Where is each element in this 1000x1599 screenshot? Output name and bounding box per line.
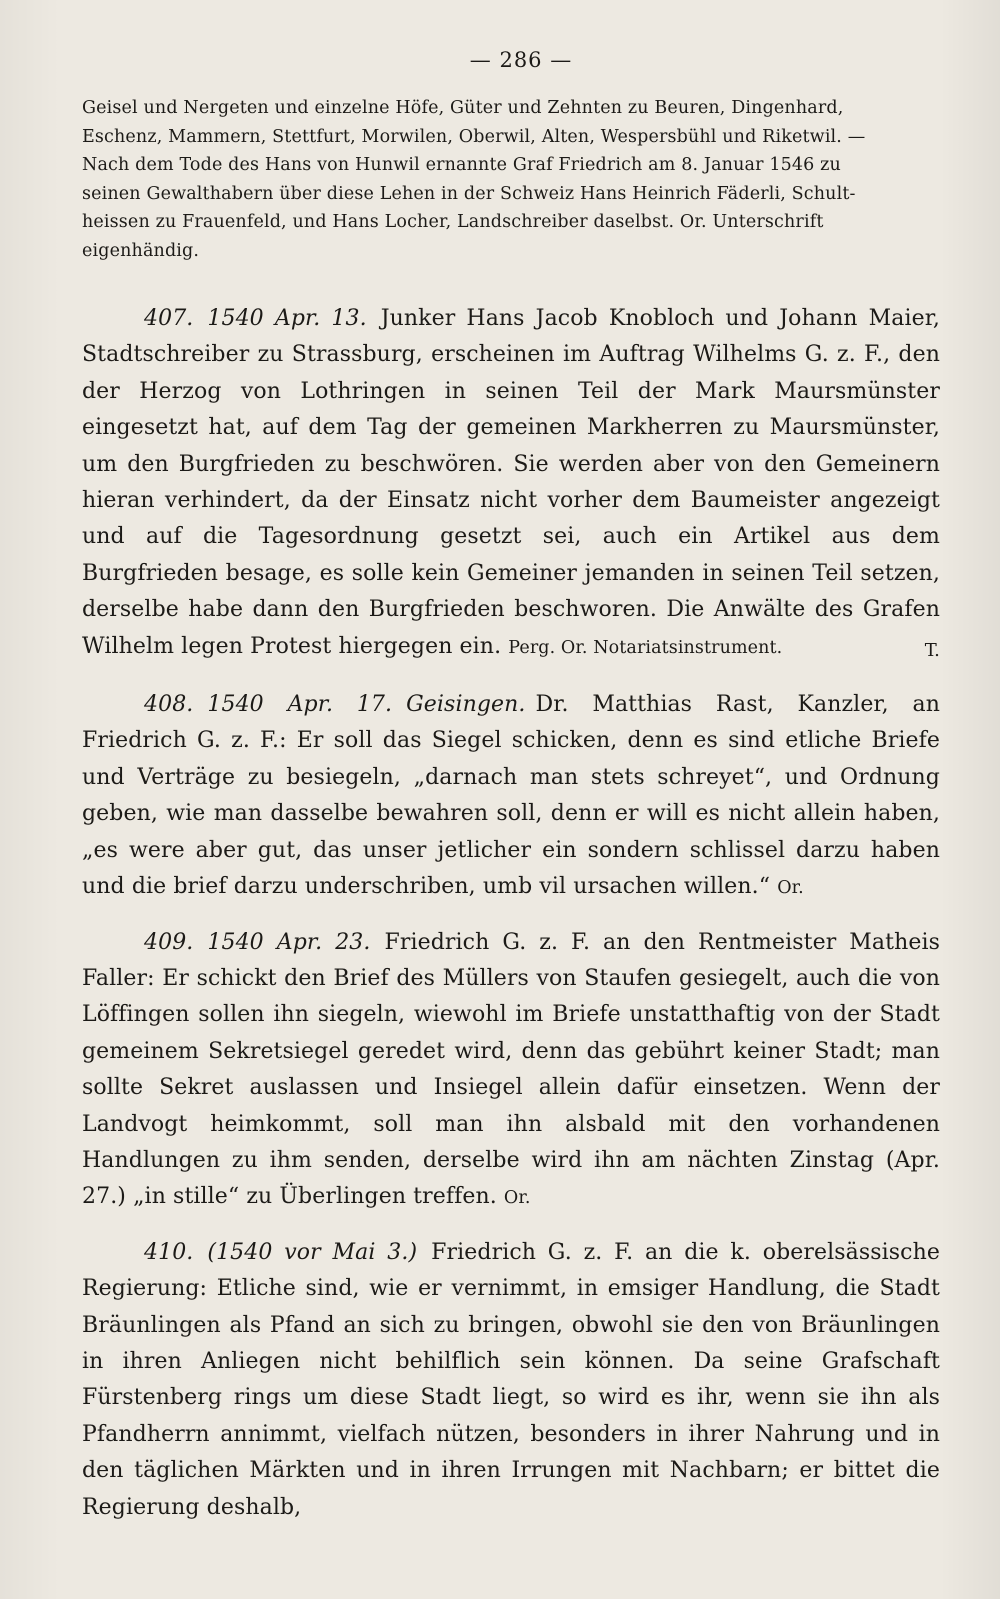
entry-head [82,692,536,717]
entry-body: Friedrich G. z. F. an den Rentmeister Matheis Faller: Er schickt den Brief des Müllers von Staufen gesiegelt, auch die von Löffingen sollen ihn siegeln, wiewohl im Briefe unstatthaftig von der Stadt gemeinem Sekretsiegel geredet wird, denn das gebührt keiner Stadt; man sollte Sekret auslassen und Insiegel allein dafür einsetzen. Wenn der Landvogt heimkommt, soll man ihn alsbald mit den vorhandenen Handlungen zu ihm senden, derselbe wird ihn am nächten Zinstag (Apr. 27.) „in stille“ zu Überlingen treffen. [82,929,940,1210]
entry-date: 1540 Apr. 17. [207,692,393,718]
entry-408 [82,687,940,906]
entry-number: 410. [144,1239,194,1265]
entry-head [82,930,384,955]
entry-409 [82,925,940,1217]
intro-line: seinen Gewalthabern über diese Lehen in der Schweiz Hans Heinrich Fäderli, Schult- [82,183,856,204]
entry-410 [82,1235,940,1526]
entry-number: 409. [144,929,194,955]
intro-line: Nach dem Tode des Hans von Hunwil ernannte Graf Friedrich am 8. Januar 1546 zu [82,155,841,175]
intro-line: eigenhändig. [82,240,200,261]
entry-source: Perg. Or. Notariatsinstrument. [508,637,783,658]
entry-body: Friedrich G. z. F. an die k. oberelsässische Regierung: Etliche sind, wie er vernimmt, in emsiger Handlung, die Stadt Bräunlingen als Pfand an sich zu bringen, obwohl sie den von Bräunlingen in ihren Anliegen nicht behilflich sein können. Da seine Grafschaft Fürstenberg rings um diese Stadt liegt, so wird es ihr, wenn sie ihn als Pfandherrn annimmt, vielfach nützen, besonders in ihrer Nahrung und in den täglichen Märkten und in ihren Irrungen mit Nachbarn; er bittet die Regierung deshalb, [82,1239,940,1520]
entry-number: 407. [144,306,194,331]
entry-head [82,306,381,331]
entry-body: Junker Hans Jacob Knobloch und Johann Maier, Stadtschreiber zu Strassburg, erscheinen im Auftrag Wilhelms G. z. F., den der Herzog von Lothringen in seinen Teil der Mark Maursmünster eingesetzt hat, auf dem Tag der gemeinen Markherren zu Maursmünster, um den Burgfrieden zu beschwören. Sie werden aber von den Gemeinern hieran verhindert, da der Einsatz nicht vorher dem Baumeister angezeigt und auf die Tagesordnung gesetzt sei, auch ein Artikel aus dem Burgfrieden besage, es solle kein Gemeiner jemanden in seinen Teil setzen, derselbe habe dann den Burgfrieden beschworen. Die Anwälte des Grafen Wilhelm legen Protest hiergegen ein. [82,306,940,659]
entry-head [82,1240,431,1265]
entry-date: 1540 Apr. 13. [207,306,367,331]
entry-source: Or. [777,878,804,899]
intro-paragraph [82,94,940,265]
intro-line: heissen zu Frauenfeld, und Hans Locher, Landschreiber daselbst. Or. Unterschrift [82,212,824,232]
entry-date: (1540 vor Mai 3.) [207,1239,418,1265]
entry-source: Or. [503,1188,531,1209]
entry-number: 408. [144,692,194,718]
page-number: — 286 — [469,48,573,72]
intro-line: Geisel und Nergeten und einzelne Höfe, Güter und Zehnten zu Beuren, Dingenhard, [82,98,844,118]
entry-body: Dr. Matthias Rast, Kanzler, an Friedrich G. z. F.: Er soll das Siegel schicken, denn es sind etliche Briefe und Verträge zu besiegeln, „darnach man stets schreyet“, und Ordnung geben, wie man dasselbe bewahren soll, denn er will es nicht allein haben, „es were aber gut, das unser jetlicher ein sondern schlissel darzu haben und die brief darzu underschriben, umb vil ursachen willen.“ [82,692,941,900]
entry-place: Geisingen. [406,692,526,718]
intro-line: Eschenz, Mammern, Stettfurt, Morwilen, Oberwil, Alten, Wespersbühl und Riketwil. — [82,126,866,147]
entry-date: 1540 Apr. 23. [207,929,371,955]
entry-signature: T. [924,639,940,661]
entry-407 [82,301,940,669]
